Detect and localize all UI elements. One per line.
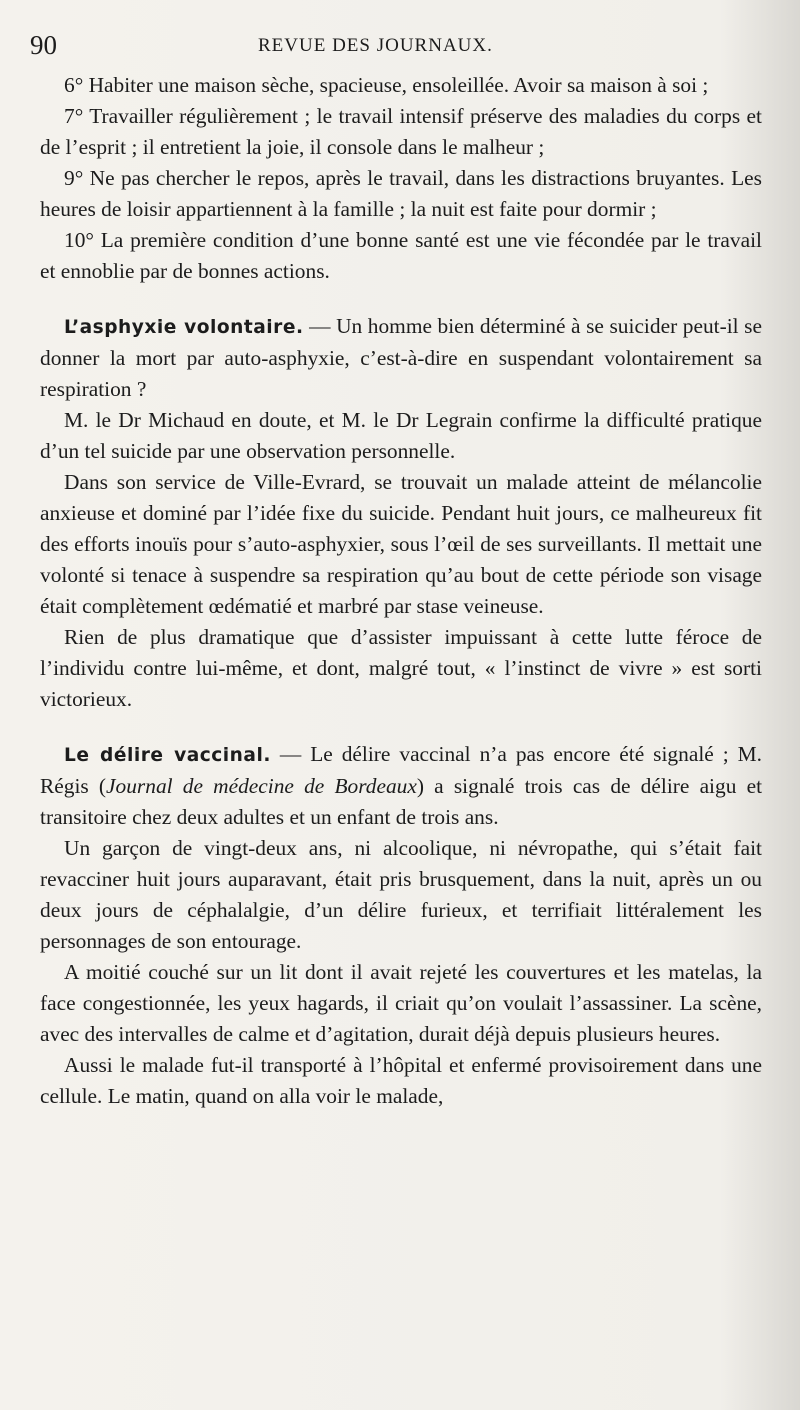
paragraph: Aussi le malade fut-il transporté à l’hôpital et enfermé provisoirement dans une cellule. Le matin, quand on alla voir le malade, bbox=[40, 1053, 762, 1108]
section-intro-text: — Un homme bien déterminé à se suicider peut-il se donner la mort par auto-asphyxie, c’est-à-dire en suspendant volontairement sa respiration ? bbox=[40, 314, 762, 401]
running-title: REVUE DES JOURNAUX. bbox=[258, 35, 493, 56]
body-text bbox=[40, 70, 762, 1112]
list-item: 10° La première condition d’une bonne santé est une vie fécondée par le travail et ennoblie par de bonnes actions. bbox=[40, 228, 762, 283]
section-title: L’asphyxie volontaire. bbox=[64, 317, 304, 338]
paragraph: Un garçon de vingt-deux ans, ni alcoolique, ni névropathe, qui s’était fait revacciner huit jours auparavant, était pris brusquement, dans la nuit, après un ou deux jours de céphalalgie, d’un délire furieux, et terrifiait littéralement les personnages de son entourage. bbox=[40, 836, 762, 953]
journal-title: Journal de médecine de Bordeaux bbox=[106, 774, 417, 798]
page-number: 90 bbox=[30, 30, 57, 60]
section-delire bbox=[40, 739, 762, 1112]
paragraph: Rien de plus dramatique que d’assister impuissant à cette lutte féroce de l’individu contre lui-même, et dont, malgré tout, « l’instinct de vivre » est sorti victorieux. bbox=[40, 625, 762, 711]
section-intro-text: — Le délire vaccinal n’a pas encore été signalé ; M. Régis ( bbox=[40, 742, 762, 798]
section-intro bbox=[40, 739, 762, 833]
list-item: 7° Travailler régulièrement ; le travail intensif préserve des maladies du corps et de l’esprit ; il entretient la joie, il console dans le malheur ; bbox=[40, 104, 762, 159]
section-asphyxie bbox=[40, 311, 762, 715]
section-intro bbox=[40, 311, 762, 405]
paragraph: Dans son service de Ville-Evrard, se trouvait un malade atteint de mélancolie anxieuse et dominé par l’idée fixe du suicide. Pendant huit jours, ce malheureux fit des efforts inouïs pour s’auto-asphyxier, sous l’œil de ses surveillants. Il mettait une volonté si tenace à suspendre sa respiration qu’au bout de cette période son visage était complètement œdématié et marbré par stase veineuse. bbox=[40, 470, 762, 618]
section-intro-text-end: ) a signalé trois cas de délire aigu et transitoire chez deux adultes et un enfant de trois ans. bbox=[40, 774, 763, 829]
section-title: Le délire vaccinal. bbox=[64, 745, 271, 766]
paragraph: A moitié couché sur un lit dont il avait rejeté les couvertures et les matelas, la face congestionnée, les yeux hagards, il criait qu’on voulait l’assassiner. La scène, avec des intervalles de calme et d’agitation, durait déjà depuis plusieurs heures. bbox=[40, 960, 762, 1046]
list-item: 9° Ne pas chercher le repos, après le travail, dans les distractions bruyantes. Les heures de loisir appartiennent à la famille ; la nuit est faite pour dormir ; bbox=[40, 166, 762, 221]
page-header bbox=[30, 30, 770, 64]
list-item: 6° Habiter une maison sèche, spacieuse, ensoleillée. Avoir sa maison à soi ; bbox=[64, 73, 709, 97]
paragraph: M. le Dr Michaud en doute, et M. le Dr Legrain confirme la difficulté pratique d’un tel suicide par une observation personnelle. bbox=[40, 408, 762, 463]
